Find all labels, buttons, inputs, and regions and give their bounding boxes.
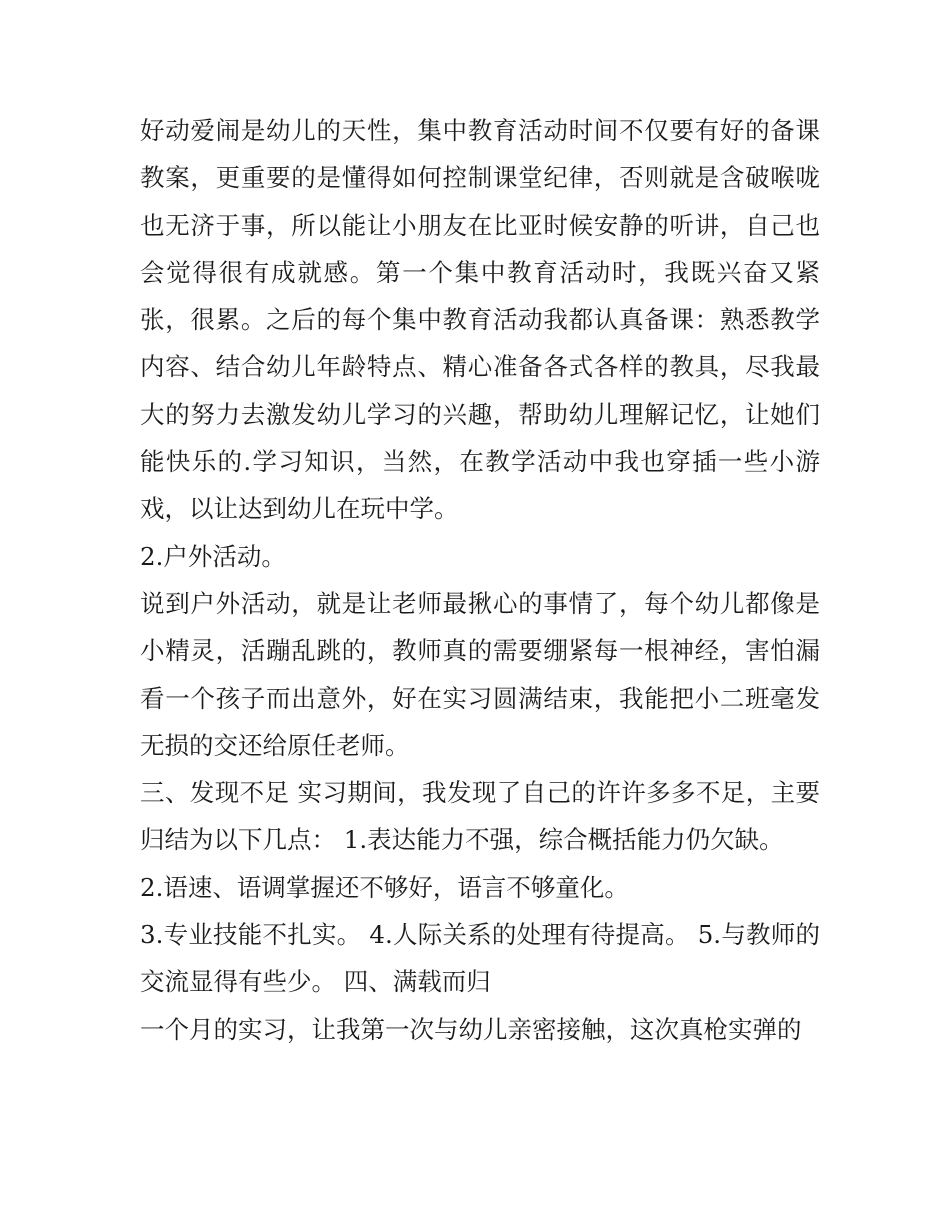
paragraph-teaching-activity: 好动爱闹是幼儿的天性，集中教育活动时间不仅要有好的备课教案，更重要的是懂得如何控制课堂纪律，否则就是含破喉咙也无济于事，所以能让小朋友在比亚时候安静的听讲，自己也会觉得很有成就感。第一个集中教育活动时，我既兴奋又紧张，很累。之后的每个集中教育活动我都认真备课：熟悉教学内容、结合幼儿年龄特点、精心准备各式各样的教具，尽我最大的努力去激发幼儿学习的兴趣，帮助幼儿理解记忆，让她们能快乐的.学习知识，当然，在教学活动中我也穿插一些小游戏，以让达到幼儿在玩中学。: [140, 116, 820, 524]
paragraph-outdoor-heading: 2.户外活动。: [140, 541, 286, 571]
document-body: [140, 107, 820, 1053]
paragraph-shortcoming-2: 2.语速、语调掌握还不够好，语言不够童化。: [140, 872, 629, 902]
paragraph-shortcomings: 三、发现不足 实习期间，我发现了自己的许许多多不足，主要归结为以下几点： 1.表达能力不强，综合概括能力仍欠缺。: [140, 778, 820, 855]
paragraph-shortcomings-3-5: 3.专业技能不扎实。 4.人际关系的处理有待提高。 5.与教师的交流显得有些少。 四、满载而归: [140, 920, 820, 997]
paragraph-outdoor-activity: 说到户外活动，就是让老师最揪心的事情了，每个幼儿都像是小精灵，活蹦乱跳的，教师真的需要绷紧每一根神经，害怕漏看一个孩子而出意外，好在实习圆满结束，我能把小二班毫发无损的交还给原任老师。: [140, 588, 820, 760]
paragraph-conclusion: 一个月的实习，让我第一次与幼儿亲密接触，这次真枪实弹的: [140, 1014, 802, 1044]
